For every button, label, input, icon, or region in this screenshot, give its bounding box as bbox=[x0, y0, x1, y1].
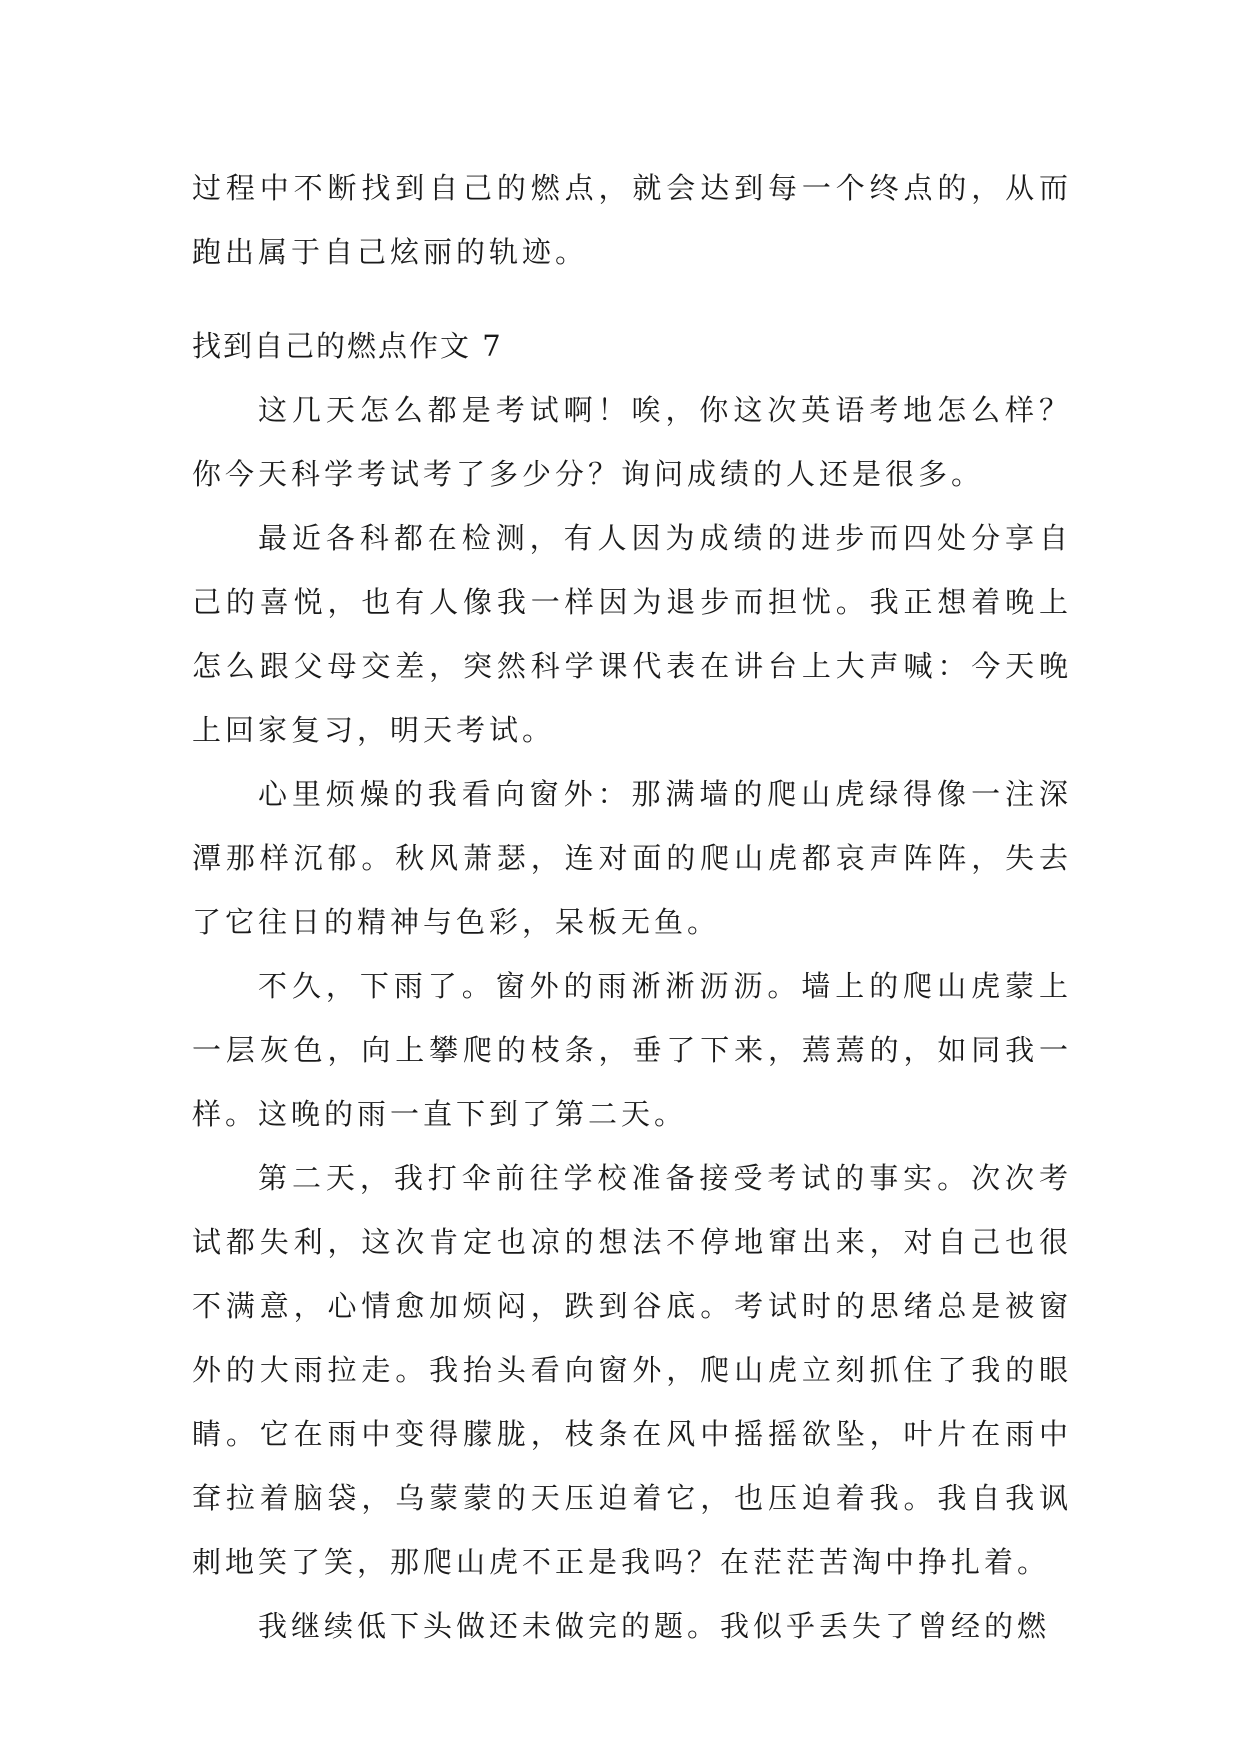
body-paragraph: 心里烦燥的我看向窗外：那满墙的爬山虎绿得像一注深潭那样沉郁。秋风萧瑟，连对面的爬山虎都哀声阵阵，失去了它往日的精神与色彩，呆板无鱼。 bbox=[192, 777, 1072, 939]
body-paragraph: 第二天，我打伞前往学校准备接受考试的事实。次次考试都失利，这次肯定也凉的想法不停地窜出来，对自己也很不满意，心情愈加烦闷，跌到谷底。考试时的思绪总是被窗外的大雨拉走。我抬头看向窗外，爬山虎立刻抓住了我的眼睛。它在雨中变得朦胧，枝条在风中摇摇欲坠，叶片在雨中耷拉着脑袋，乌蒙蒙的天压迫着它，也压迫着我。我自我讽刺地笑了笑，那爬山虎不正是我吗？在茫茫苦淘中挣扎着。 bbox=[192, 1161, 1072, 1579]
section-title: 找到自己的燃点作文 7 bbox=[192, 329, 503, 363]
body-paragraph: 不久，下雨了。窗外的雨淅淅沥沥。墙上的爬山虎蒙上一层灰色，向上攀爬的枝条，垂了下来，蔫蔫的，如同我一样。这晚的雨一直下到了第二天。 bbox=[192, 969, 1072, 1131]
body-paragraph: 我继续低下头做还未做完的题。我似乎丢失了曾经的燃 bbox=[258, 1609, 1051, 1643]
section-spacer bbox=[192, 284, 1072, 314]
opening-paragraph: 过程中不断找到自己的燃点，就会达到每一个终点的，从而跑出属于自己炫丽的轨迹。 bbox=[192, 171, 1072, 269]
body-paragraph: 这几天怎么都是考试啊！唉，你这次英语考地怎么样？你今天科学考试考了多少分？询问成绩的人还是很多。 bbox=[192, 393, 1072, 491]
document-body bbox=[192, 156, 1072, 1658]
body-paragraph: 最近各科都在检测，有人因为成绩的进步而四处分享自己的喜悦，也有人像我一样因为退步而担忧。我正想着晚上怎么跟父母交差，突然科学课代表在讲台上大声喊：今天晚上回家复习，明天考试。 bbox=[192, 521, 1072, 747]
